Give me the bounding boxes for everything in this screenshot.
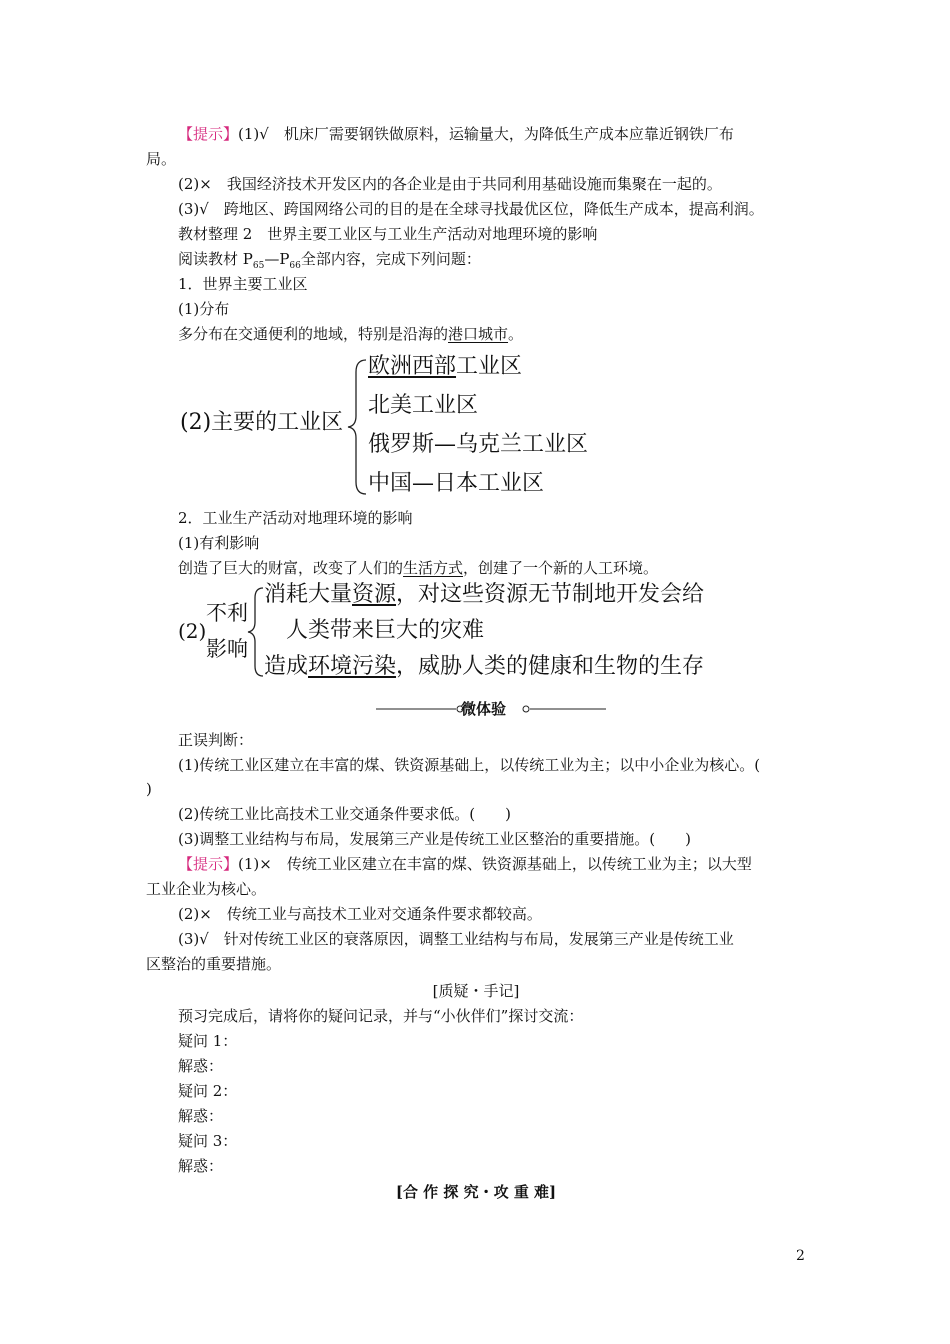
- hint2-line3b: 区整治的重要措施。: [146, 955, 282, 973]
- unfavorable-num: (2): [178, 619, 207, 643]
- region-4: 中国—日本工业区: [368, 471, 545, 496]
- answer-2: 解惑：: [178, 1107, 224, 1125]
- brace-unfavorable: [246, 584, 266, 680]
- notes-title: [质疑・手记]: [432, 982, 520, 1000]
- read-instruction: 阅读教材 $P_{65}—P_{66}$全部内容，完成下列问题：: [178, 250, 481, 271]
- footer-section-title: [合 作 探 究・攻 重 难]: [395, 1183, 557, 1201]
- heading-1-1: (1)分布: [178, 300, 230, 318]
- hint2-line3: (3)√ 针对传统工业区的衰落原因，调整工业结构与布局，发展第三产业是传统工业: [178, 930, 734, 948]
- hint2-line1: 【提示】(1)× 传统工业区建立在丰富的煤、铁资源基础上，以传统工业为主；以大型: [178, 855, 752, 873]
- unfavorable-1: 消耗大量资源，对这些资源无节制地开发会给: [264, 582, 705, 607]
- doubt-2: 疑问 2：: [178, 1082, 238, 1100]
- hint1-line2: (2)× 我国经济技术开发区内的各企业是由于共同利用基础设施而集聚在一起的。: [178, 175, 722, 193]
- unfavorable-label1: 不利: [206, 601, 248, 625]
- underlined-port-city: 港口城市: [448, 325, 509, 343]
- main-regions-label: (2)主要的工业区: [180, 410, 344, 435]
- heading-2-1: (1)有利影响: [178, 534, 260, 552]
- question-1b: ): [146, 780, 152, 798]
- unfavorable-label2: 影响: [206, 637, 248, 661]
- unfavorable-2: 造成环境污染，威胁人类的健康和生物的生存: [264, 654, 705, 679]
- brace-regions: [346, 356, 370, 498]
- heading-1: 1．世界主要工业区: [178, 275, 308, 293]
- judge-label: 正误判断：: [178, 731, 254, 749]
- question-2: (2)传统工业比高技术工业交通条件要求低。( ): [178, 805, 511, 823]
- favorable-text: 创造了巨大的财富，改变了人们的生活方式，创建了一个新的人工环境。: [178, 559, 659, 577]
- answer-1: 解惑：: [178, 1057, 224, 1075]
- section2-title: 教材整理 2 世界主要工业区与工业生产活动对地理环境的影响: [178, 225, 598, 243]
- hint1-tag: 【提示】: [178, 125, 239, 143]
- region-2: 北美工业区: [368, 393, 479, 418]
- underlined-lifestyle: 生活方式: [403, 559, 464, 577]
- hint1-line3: (3)√ 跨地区、跨国网络公司的目的是在全球寻找最优区位，降低生产成本，提高利润。: [178, 200, 764, 218]
- hint1-text1: (1)√ 机床厂需要钢铁做原料，运输量大，为降低生产成本应靠近钢铁厂布: [238, 125, 734, 143]
- notes-intro: 预习完成后，请将你的疑问记录，并与“小伙伴们”探讨交流：: [178, 1007, 584, 1025]
- hint2-line1b: 工业企业为核心。: [146, 880, 267, 898]
- distribution-text: 多分布在交通便利的地域，特别是沿海的港口城市。: [178, 325, 524, 343]
- region-1: 欧洲西部工业区: [368, 354, 523, 379]
- unfavorable-1-cont: 人类带来巨大的灾难: [286, 618, 485, 643]
- hint1-line1: [178, 122, 838, 146]
- region-3: 俄罗斯—乌克兰工业区: [368, 432, 589, 457]
- hint2-line2: (2)× 传统工业与高技术工业对交通条件要求都较高。: [178, 905, 542, 923]
- question-3: (3)调整工业结构与布局，发展第三产业是传统工业区整治的重要措施。( ): [178, 830, 691, 848]
- hint2-tag: 【提示】: [178, 855, 239, 873]
- page-number: 2: [796, 1248, 805, 1264]
- hint1-line1b: 局。: [146, 150, 177, 168]
- answer-3: 解惑：: [178, 1157, 224, 1175]
- heading-2: 2．工业生产活动对地理环境的影响: [178, 509, 413, 527]
- micro-title: 微体验: [461, 700, 507, 718]
- doubt-1: 疑问 1：: [178, 1032, 238, 1050]
- doubt-3: 疑问 3：: [178, 1132, 238, 1150]
- question-1: (1)传统工业区建立在丰富的煤、铁资源基础上，以传统工业为主；以中小企业为核心。(: [178, 756, 761, 774]
